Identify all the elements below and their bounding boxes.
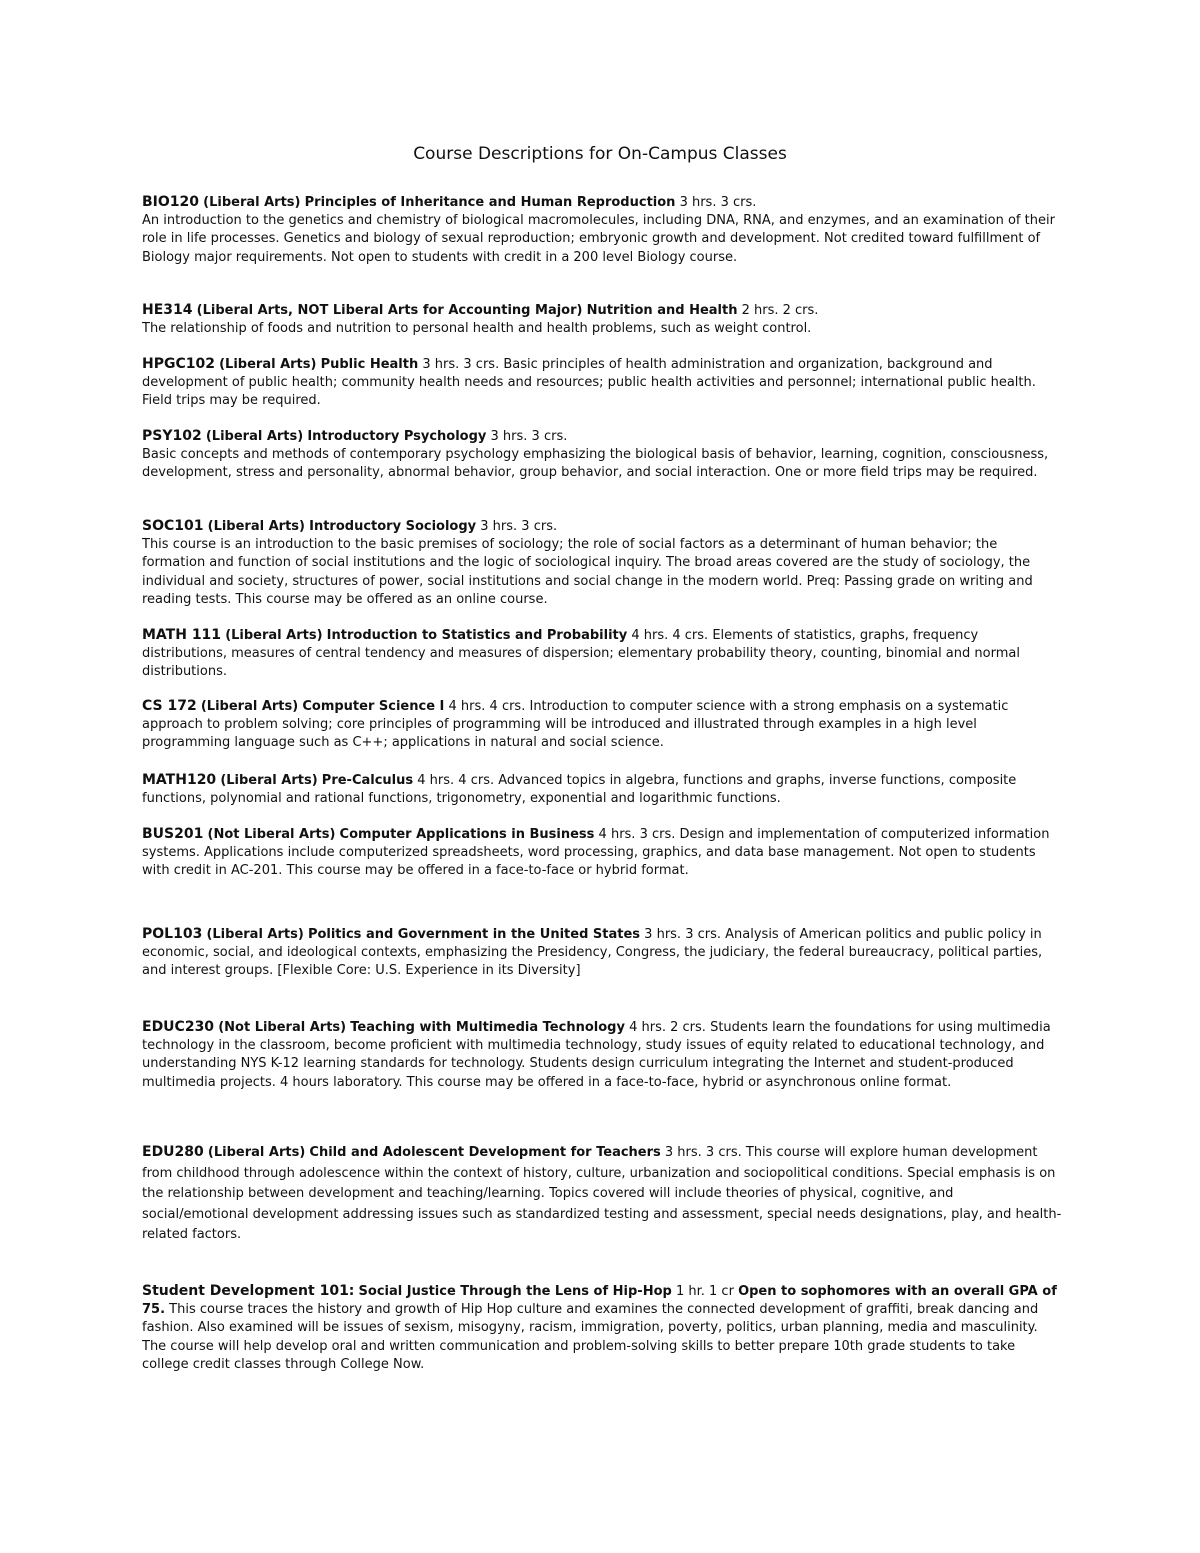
course-description: Introduction to computer science with a strong emphasis on a systematic approach to problem solving; core principles of programming will be introduced and illustrated through examples in a high level programming language such as C++; applications in natural and social science. bbox=[142, 699, 1009, 751]
course-student-development-101 bbox=[142, 1282, 1062, 1374]
course-code: BIO120 bbox=[142, 194, 200, 210]
course-description: This course traces the history and growth of Hip Hop culture and examines the connected development of graffiti, break dancing and fashion. Also examined will be issues of sexism, misogyny, racism, immigration, poverty, politics, urban planning, media and masculinity. The course will help develop oral and written communication and problem-solving skills to better prepare 10th grade students to take college credit classes through College Now. bbox=[142, 1302, 1039, 1372]
course-soc101 bbox=[142, 517, 1062, 609]
course-description: The relationship of foods and nutrition to personal health and health problems, such as weight control. bbox=[142, 321, 812, 337]
course-description: Basic principles of health administration and organization, background and development of public health; community health needs and resources; public health activities and personnel; international public health. Field trips may be required. bbox=[142, 357, 1036, 409]
course-description: Basic concepts and methods of contemporary psychology emphasizing the biological basis of behavior, learning, cognition, consciousness, development, stress and personality, abnormal behavior, group behavior, and social interaction. One or more field trips may be required. bbox=[142, 447, 1049, 481]
course-hours: 2 hrs. 2 crs. bbox=[741, 303, 819, 318]
course-cs172 bbox=[142, 697, 1062, 753]
course-name: Teaching with Multimedia Technology bbox=[350, 1020, 625, 1035]
course-bio120 bbox=[142, 193, 1062, 267]
course-code: HE314 bbox=[142, 302, 193, 318]
course-code: POL103 bbox=[142, 926, 203, 942]
course-name: Social Justice Through the Lens of Hip-Hop bbox=[358, 1284, 672, 1299]
course-hours: 4 hrs. 2 crs. bbox=[629, 1020, 706, 1035]
course-psy102 bbox=[142, 427, 1062, 483]
course-tag: (Not Liberal Arts) bbox=[207, 827, 336, 842]
course-description: Advanced topics in algebra, functions and graphs, inverse functions, composite functions, polynomial and rational functions, trigonometry, exponential and logarithmic functions. bbox=[142, 773, 1017, 807]
course-name: Introductory Sociology bbox=[309, 519, 477, 534]
course-code: EDUC230 bbox=[142, 1019, 215, 1035]
course-tag: (Not Liberal Arts) bbox=[218, 1020, 347, 1035]
course-hours: 4 hrs. 4 crs. bbox=[448, 699, 526, 714]
course-name: Computer Applications in Business bbox=[339, 827, 595, 842]
course-name: Pre-Calculus bbox=[321, 773, 414, 788]
course-name: Principles of Inheritance and Human Reproduction bbox=[304, 195, 676, 210]
course-tag: (Liberal Arts) bbox=[200, 699, 299, 714]
course-description: Design and implementation of computerized information systems. Applications include computerized spreadsheets, word processing, graphics, and data base management. Not open to students with credit in AC-201. This course may be offered in a face-to-face or hybrid format. bbox=[142, 827, 1050, 879]
course-tag: (Liberal Arts) bbox=[206, 927, 304, 942]
course-he314 bbox=[142, 301, 1062, 338]
course-math120 bbox=[142, 771, 1062, 808]
course-description: An introduction to the genetics and chemistry of biological macromolecules, including DNA, RNA, and enzymes, and an examination of their role in life processes. Genetics and biology of sexual reproduction; embryonic growth and development. Not credited toward fulfillment of Biology major requirements. Not open to students with credit in a 200 level Biology course. bbox=[142, 213, 1055, 265]
course-hours: 3 hrs. 3 crs. bbox=[480, 519, 558, 534]
course-tag: (Liberal Arts, NOT Liberal Arts for Accounting Major) bbox=[196, 303, 583, 318]
course-bus201 bbox=[142, 825, 1062, 881]
course-name: Nutrition and Health bbox=[586, 303, 738, 318]
course-name: Politics and Government in the United States bbox=[307, 927, 641, 942]
course-name: Child and Adolescent Development for Teachers bbox=[309, 1145, 661, 1160]
course-hours: 3 hrs. 3 crs. bbox=[644, 927, 721, 942]
course-code: EDU280 bbox=[142, 1144, 204, 1160]
course-name: Public Health bbox=[320, 357, 419, 372]
page-title: Course Descriptions for On-Campus Classes bbox=[413, 144, 787, 164]
course-description: This course is an introduction to the basic premises of sociology; the role of social factors as a determinant of human behavior; the formation and function of social institutions and the logic of sociological inquiry. The broad areas covered are the study of sociology, the individual and society, structures of power, social institutions and social change in the modern world. Preq: Passing grade on writing and reading tests. This course may be offered as an online course. bbox=[142, 537, 1033, 607]
course-hours: 3 hrs. 3 crs. bbox=[490, 429, 568, 444]
course-hpgc102 bbox=[142, 355, 1062, 411]
course-hours: 4 hrs. 4 crs. bbox=[417, 773, 495, 788]
course-tag: (Liberal Arts) bbox=[207, 1145, 306, 1160]
course-tag: (Liberal Arts) bbox=[205, 429, 304, 444]
course-hours: 3 hrs. 3 crs. bbox=[679, 195, 757, 210]
course-code: SOC101 bbox=[142, 518, 204, 534]
course-name: Introductory Psychology bbox=[307, 429, 487, 444]
course-tag: (Liberal Arts) bbox=[203, 195, 301, 210]
course-educ230 bbox=[142, 1018, 1062, 1092]
course-code: BUS201 bbox=[142, 826, 204, 842]
course-math111 bbox=[142, 626, 1062, 682]
course-hours: 1 hr. 1 cr bbox=[675, 1284, 734, 1299]
course-description: Analysis of American politics and public policy in economic, social, and ideological contexts, emphasizing the Presidency, Congress, the judiciary, the federal bureaucracy, political parties, and interest groups. [Flexible Core: U.S. Experience in its Diversity] bbox=[142, 927, 1043, 979]
course-description: This course will explore human development from childhood through adolescence within the context of history, culture, urbanization and sociopolitical conditions. Special emphasis is on the relationship between development and teaching/learning. Topics covered will include theories of physical, cognitive, and social/emotional development addressing issues such as standardized testing and assessment, special needs designations, play, and health-related factors. bbox=[142, 1145, 1062, 1242]
course-hours: 4 hrs. 3 crs. bbox=[598, 827, 676, 842]
course-code: CS 172 bbox=[142, 698, 197, 714]
course-tag: (Liberal Arts) bbox=[207, 519, 305, 534]
course-description: Elements of statistics, graphs, frequency distributions, measures of central tendency and measures of dispersion; elementary probability theory, counting, binomial and normal distributions. bbox=[142, 628, 1020, 680]
course-edu280 bbox=[142, 1142, 1062, 1246]
course-tag: (Liberal Arts) bbox=[225, 628, 323, 643]
course-code: Student Development 101: bbox=[142, 1283, 355, 1299]
course-hours: 3 hrs. 3 crs. bbox=[664, 1145, 742, 1160]
course-name: Computer Science I bbox=[302, 699, 445, 714]
course-hours: 4 hrs. 4 crs. bbox=[631, 628, 709, 643]
course-pol103 bbox=[142, 925, 1062, 981]
course-description: Students learn the foundations for using multimedia technology in the classroom, become proficient with multimedia technology, study issues of equity related to educational technology, and understanding NYS K-12 learning standards for technology. Students design curriculum integrating the Internet and student-produced multimedia projects. 4 hours laboratory. This course may be offered in a face-to-face, hybrid or asynchronous online format. bbox=[142, 1020, 1051, 1090]
course-tag: (Liberal Arts) bbox=[220, 773, 318, 788]
course-code: HPGC102 bbox=[142, 356, 215, 372]
course-code: PSY102 bbox=[142, 428, 202, 444]
course-hours: 3 hrs. 3 crs. bbox=[422, 357, 500, 372]
course-tag: (Liberal Arts) bbox=[219, 357, 317, 372]
course-note: Open to sophomores with an overall GPA of 75. bbox=[142, 1284, 1057, 1318]
course-code: MATH120 bbox=[142, 772, 217, 788]
course-name: Introduction to Statistics and Probability bbox=[326, 628, 628, 643]
course-code: MATH 111 bbox=[142, 627, 222, 643]
